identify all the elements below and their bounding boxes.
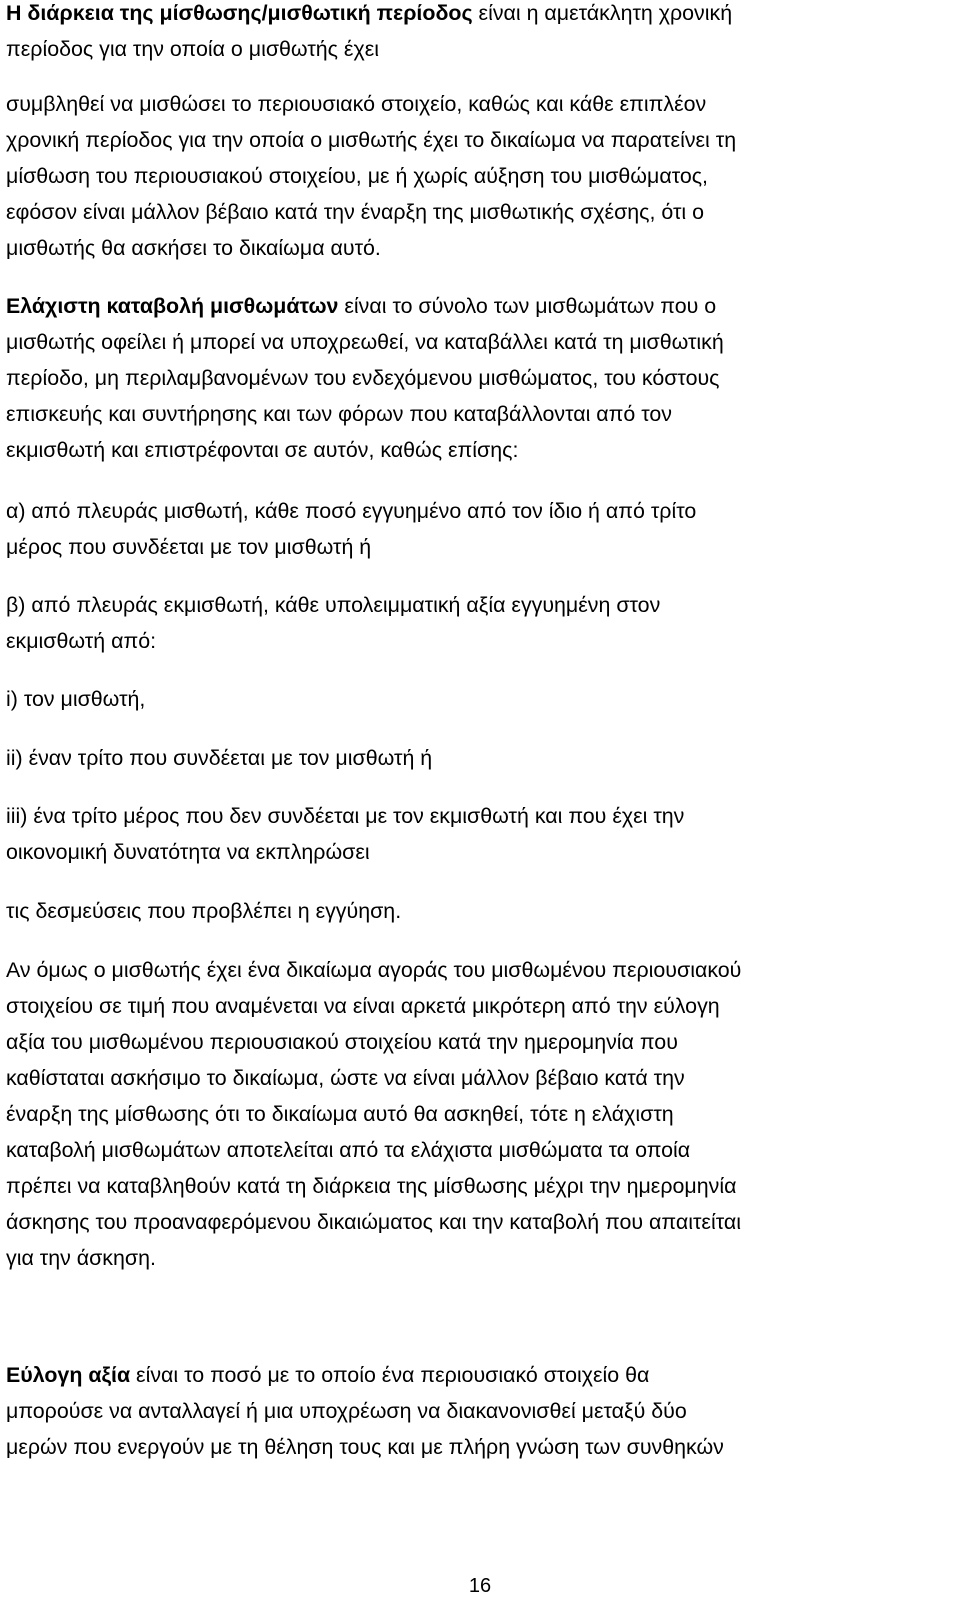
defined-term: Εύλογη αξία <box>6 1363 131 1387</box>
text-line: β) από πλευράς εκμισθωτή, κάθε υπολειμματική αξία εγγυημένη στον <box>6 593 661 617</box>
text-line: μέρος που συνδέεται με τον μισθωτή ή <box>6 535 372 559</box>
text-line: Αν όμως ο μισθωτής έχει ένα δικαίωμα αγοράς του μισθωμένου περιουσιακού <box>6 958 742 982</box>
text-line: i) τον μισθωτή, <box>6 687 146 711</box>
text-line: τις δεσμεύσεις που προβλέπει η εγγύηση. <box>6 899 402 923</box>
defined-term: Η διάρκεια της μίσθωσης/μισθωτική περίοδος <box>6 1 473 25</box>
text-line: έναρξη της μίσθωσης ότι το δικαίωμα αυτό θα ασκηθεί, τότε η ελάχιστη <box>6 1102 674 1126</box>
lease-term-definition <box>6 0 950 266</box>
purchase-option-paragraph <box>6 952 950 1276</box>
text-line: καταβολή μισθωμάτων αποτελείται από τα ελάχιστα μισθώματα τα οποία <box>6 1138 691 1162</box>
text-line: επισκευής και συντήρησης και των φόρων που καταβάλλονται από τον <box>6 402 672 426</box>
text-line: περίοδος για την οποία ο μισθωτής έχει <box>6 37 379 61</box>
list-item-i <box>6 681 950 717</box>
list-item-a <box>6 493 950 565</box>
text-line: εφόσον είναι μάλλον βέβαιο κατά την έναρξη της μισθωτικής σχέσης, ότι ο <box>6 200 705 224</box>
text-line: μίσθωση του περιουσιακού στοιχείου, με ή χωρίς αύξηση του μισθώματος, <box>6 164 708 188</box>
definition-text: είναι η αμετάκλητη χρονική <box>472 1 733 25</box>
text-line: περίοδο, μη περιλαμβανομένων του ενδεχόμενου μισθώματος, του κόστους <box>6 366 720 390</box>
list-item-iii <box>6 798 950 870</box>
guarantee-obligations <box>6 893 950 929</box>
text-line: iii) ένα τρίτο μέρος που δεν συνδέεται με τον εκμισθωτή και που έχει την <box>6 804 685 828</box>
text-line: χρονική περίοδος για την οποία ο μισθωτής έχει το δικαίωμα να παρατείνει τη <box>6 128 737 152</box>
text-line <box>6 1357 950 1393</box>
list-item-b <box>6 587 950 659</box>
definition-text: είναι το ποσό με το οποίο ένα περιουσιακό στοιχείο θα <box>130 1363 650 1387</box>
minimum-lease-payments-definition <box>6 288 950 468</box>
text-line <box>6 288 950 324</box>
text-line: μερών που ενεργούν με τη θέληση τους και με πλήρη γνώση των συνθηκών <box>6 1435 724 1459</box>
defined-term: Ελάχιστη καταβολή μισθωμάτων <box>6 294 339 318</box>
text-line <box>6 0 950 31</box>
text-line: άσκησης του προαναφερόμενου δικαιώματος και την καταβολή που απαιτείται <box>6 1210 741 1234</box>
text-line: εκμισθωτή από: <box>6 629 157 653</box>
text-line: α) από πλευράς μισθωτή, κάθε ποσό εγγυημένο από τον ίδιο ή από τρίτο <box>6 499 697 523</box>
text-line: συμβληθεί να μισθώσει το περιουσιακό στοιχείο, καθώς και κάθε επιπλέον <box>6 92 707 116</box>
text-line: πρέπει να καταβληθούν κατά τη διάρκεια της μίσθωσης μέχρι την ημερομηνία <box>6 1174 737 1198</box>
text-line: στοιχείου σε τιμή που αναμένεται να είναι αρκετά μικρότερη από την εύλογη <box>6 994 720 1018</box>
text-line: μισθωτής θα ασκήσει το δικαίωμα αυτό. <box>6 236 381 260</box>
fair-value-definition <box>6 1357 950 1465</box>
text-line: μπορούσε να ανταλλαγεί ή μια υποχρέωση να διακανονισθεί μεταξύ δύο <box>6 1399 687 1423</box>
definition-text: είναι το σύνολο των μισθωμάτων που ο <box>338 294 717 318</box>
text-line: αξία του μισθωμένου περιουσιακού στοιχείου κατά την ημερομηνία που <box>6 1030 678 1054</box>
text-line: εκμισθωτή και επιστρέφονται σε αυτόν, καθώς επίσης: <box>6 438 519 462</box>
text-line: ii) έναν τρίτο που συνδέεται με τον μισθωτή ή <box>6 746 433 770</box>
text-line: οικονομική δυνατότητα να εκπληρώσει <box>6 840 370 864</box>
list-item-ii <box>6 740 950 776</box>
text-line: για την άσκηση. <box>6 1246 156 1270</box>
text-line: μισθωτής οφείλει ή μπορεί να υποχρεωθεί, να καταβάλλει κατά τη μισθωτική <box>6 330 724 354</box>
text-line: καθίσταται ασκήσιμο το δικαίωμα, ώστε να είναι μάλλον βέβαιο κατά την <box>6 1066 685 1090</box>
page-number: 16 <box>468 1575 492 1597</box>
